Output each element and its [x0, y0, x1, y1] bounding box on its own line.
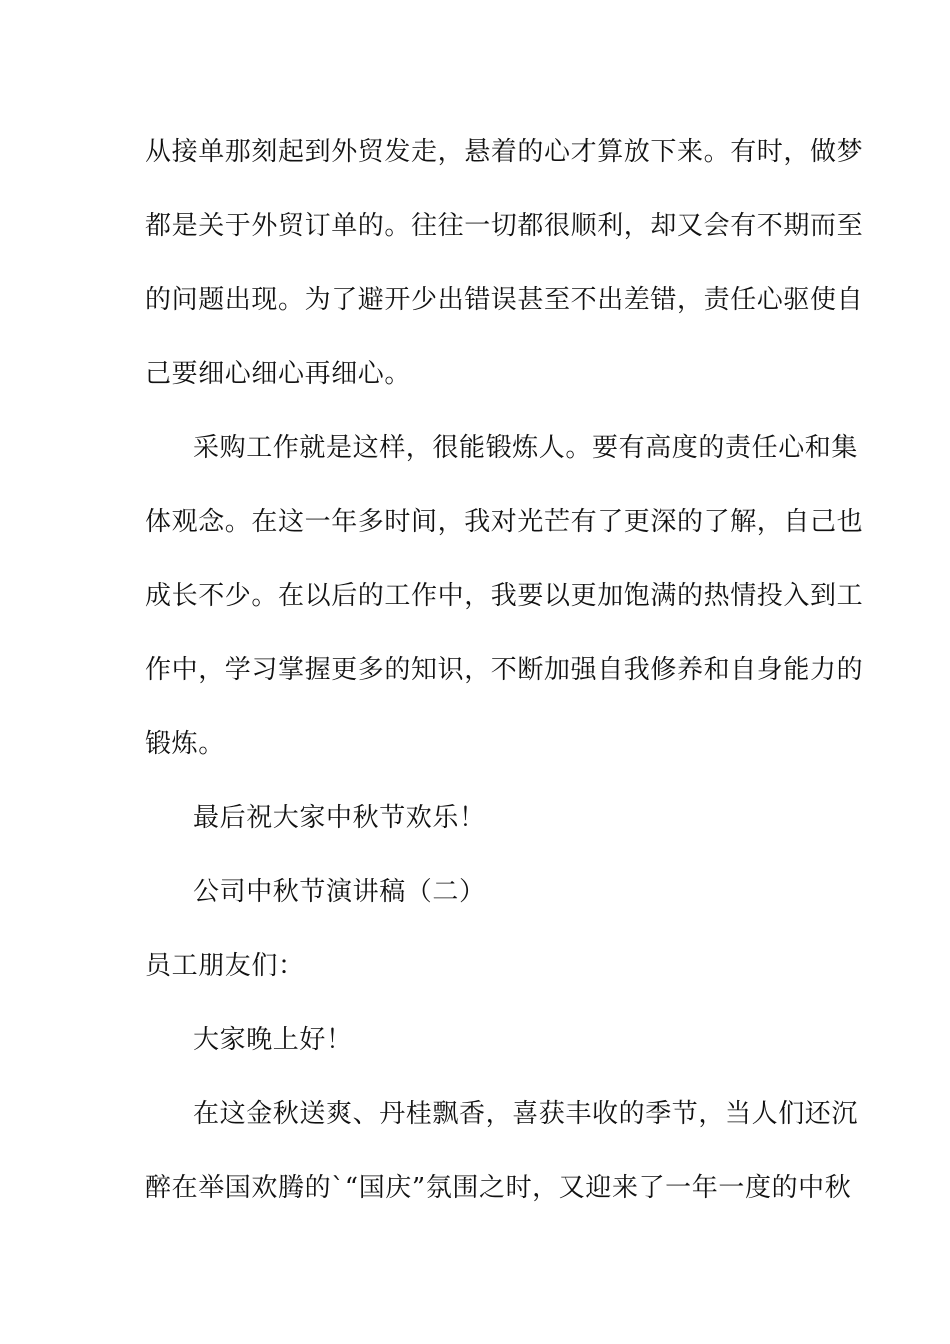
paragraph-2-line-5: 锻炼。 [145, 729, 225, 759]
section-title: 公司中秋节演讲稿（二） [193, 877, 486, 907]
paragraph-1-line-3: 的问题出现。为了避开少出错误甚至不出差错，责任心驱使自 [145, 285, 864, 315]
paragraph-2-line-2: 体观念。在这一年多时间，我对光芒有了更深的了解，自己也 [145, 507, 864, 537]
paragraph-1-line-4: 己要细心细心再细心。 [145, 359, 412, 389]
salutation: 员工朋友们： [145, 951, 305, 981]
paragraph-3-line-1: 在这金秋送爽、丹桂飘香，喜获丰收的季节，当人们还沉 [193, 1099, 859, 1129]
closing-wish: 最后祝大家中秋节欢乐！ [193, 803, 486, 833]
paragraph-2-line-4: 作中，学习掌握更多的知识，不断加强自我修养和自身能力的 [145, 655, 864, 685]
greeting: 大家晚上好！ [193, 1025, 353, 1055]
paragraph-2-line-1: 采购工作就是这样，很能锻炼人。要有高度的责任心和集 [193, 433, 859, 463]
paragraph-1-line-1: 从接单那刻起到外贸发走，悬着的心才算放下来。有时，做梦 [145, 137, 864, 167]
paragraph-1-line-2: 都是关于外贸订单的。往往一切都很顺利，却又会有不期而至 [145, 211, 864, 241]
paragraph-3-line-2: 醉在举国欢腾的`“国庆”氛围之时，又迎来了一年一度的中秋 [145, 1173, 852, 1203]
paragraph-2-line-3: 成长不少。在以后的工作中，我要以更加饱满的热情投入到工 [145, 581, 864, 611]
